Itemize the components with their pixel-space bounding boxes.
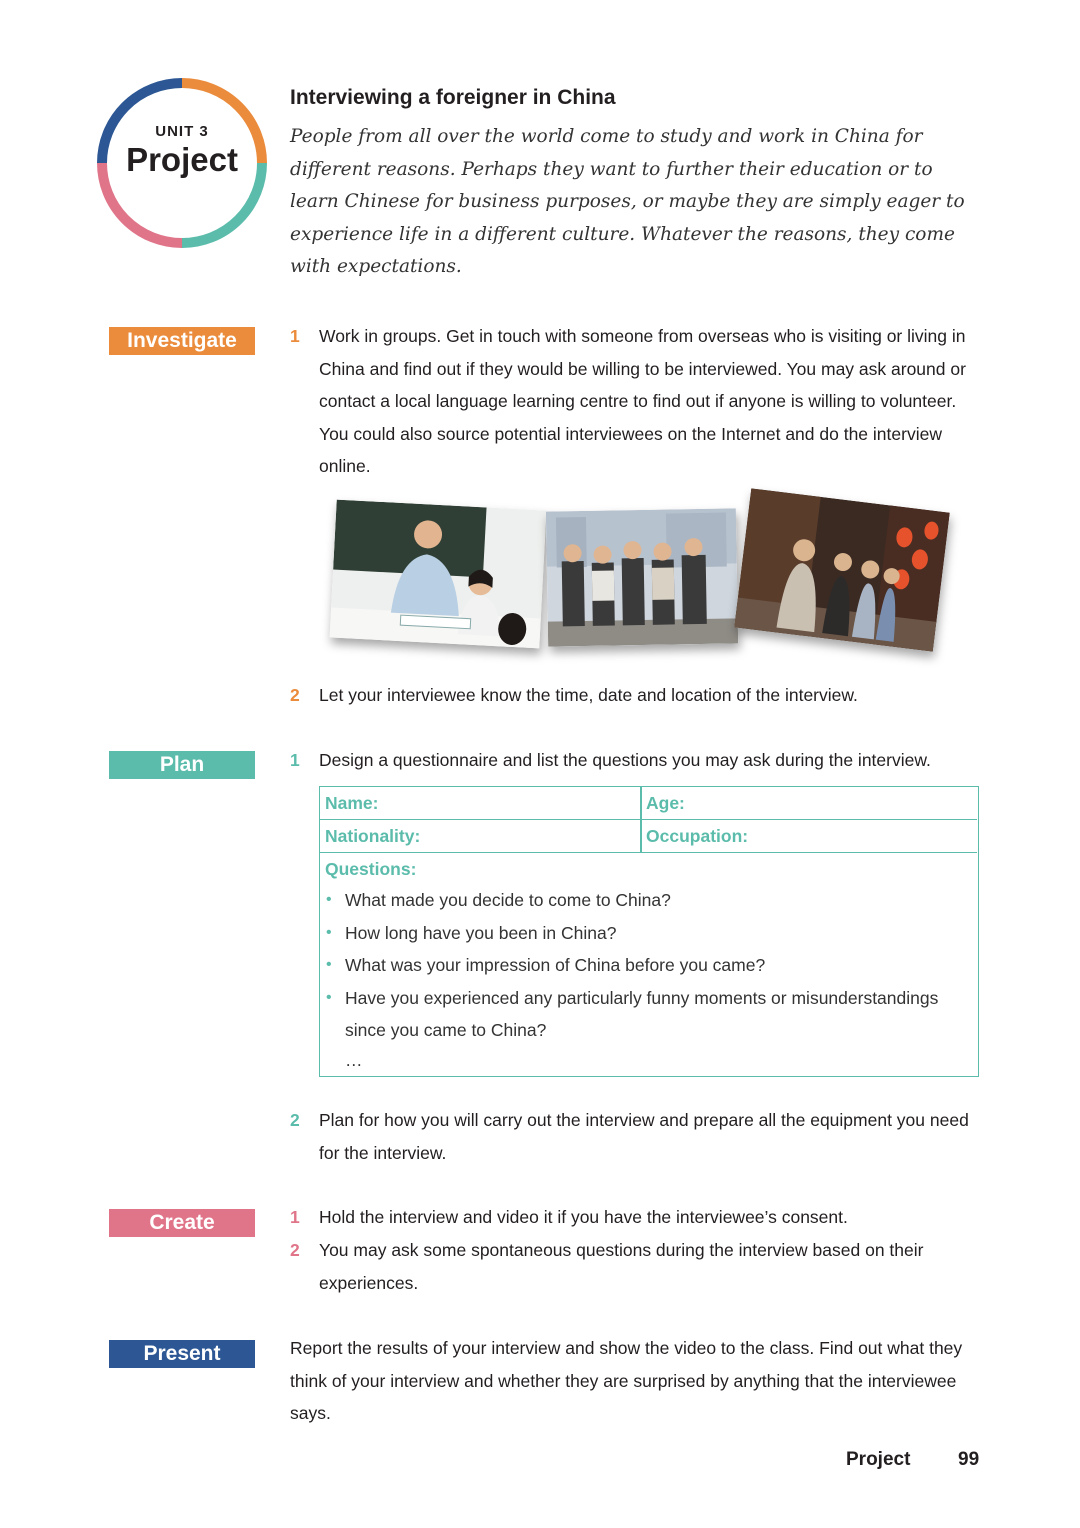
- questionnaire-row-name-age: [320, 787, 977, 820]
- list-item: [325, 917, 965, 950]
- step-number: 1: [290, 326, 300, 346]
- column-divider: [640, 787, 642, 853]
- step-number: 2: [290, 1240, 300, 1260]
- step-text: Let your interviewee know the time, date and location of the interview.: [319, 685, 858, 705]
- question-text: What was your impression of China before you came?: [345, 955, 766, 975]
- create-step-1: [290, 1201, 982, 1234]
- ellipsis: …: [345, 1049, 363, 1070]
- plan-tag: Plan: [109, 751, 255, 779]
- step-number: 2: [290, 685, 300, 705]
- intro-paragraph: People from all over the world come to study and work in China for different reasons. Perhaps they want to further their education or to learn Chinese for business purposes, or maybe they are simply eager to experience life in a different culture. Whatever the reasons, they come with expectations.: [290, 126, 965, 277]
- occupation-label: Occupation:: [646, 826, 749, 846]
- questions-heading: Questions:: [325, 859, 417, 879]
- step-number: 1: [290, 750, 300, 770]
- step-number: 1: [290, 1207, 300, 1227]
- step-text: You may ask some spontaneous questions during the interview based on their experiences.: [319, 1240, 924, 1293]
- questionnaire-table: [319, 786, 979, 1077]
- step-text: Hold the interview and video it if you have the interviewee’s consent.: [319, 1207, 848, 1227]
- footer-label: Project: [846, 1449, 911, 1470]
- investigate-tag: Investigate: [109, 327, 255, 355]
- step-text: Plan for how you will carry out the interview and prepare all the equipment you need for the interview.: [319, 1110, 969, 1163]
- unit-badge: [94, 75, 270, 251]
- bullet-icon: •: [326, 956, 332, 973]
- questions-list: [325, 884, 965, 1073]
- nationality-label: Nationality:: [325, 826, 421, 846]
- investigate-step-2: [290, 679, 982, 712]
- step-text: Design a questionnaire and list the questions you may ask during the interview.: [319, 750, 931, 770]
- unit-label: UNIT 3: [155, 123, 209, 140]
- plan-step-2: [290, 1104, 982, 1169]
- name-label: Name:: [325, 793, 379, 813]
- present-paragraph: [290, 1332, 982, 1430]
- question-text: How long have you been in China?: [345, 922, 617, 943]
- question-text: What made you decide to come to China?: [345, 890, 671, 910]
- step-text: Work in groups. Get in touch with someone from overseas who is visiting or living in China and find out if they would be willing to be interviewed. You may ask around or contact a local language learning centre to find out if anyone is willing to volunteer. You could also source potential interviewees on the Internet and do the interview online.: [319, 326, 966, 476]
- page-number: 99: [958, 1449, 980, 1470]
- list-item: [325, 949, 965, 982]
- question-text: Have you experienced any particularly funny moments or misunderstandings since you came to China?: [345, 987, 939, 1040]
- present-text: Report the results of your interview and show the video to the class. Find out what they think of your interview and whether they are surprised by anything that the interviewee says.: [290, 1338, 963, 1423]
- photo-students-group: [546, 508, 738, 646]
- bullet-icon: •: [326, 891, 332, 908]
- questionnaire-row-nationality-occupation: [320, 820, 977, 853]
- list-item: [325, 884, 965, 917]
- unit-title: Project: [126, 141, 238, 178]
- page-title: Interviewing a foreigner in China: [290, 86, 616, 109]
- create-tag: Create: [109, 1209, 255, 1237]
- list-item: [325, 1047, 965, 1073]
- photo-street-market: [734, 488, 950, 651]
- investigate-step-1: [290, 320, 982, 483]
- bullet-icon: •: [326, 988, 332, 1006]
- plan-step-1: [290, 744, 982, 777]
- bullet-icon: •: [326, 923, 332, 941]
- create-step-2: [290, 1234, 982, 1299]
- present-tag: Present: [109, 1340, 255, 1368]
- age-label: Age:: [646, 793, 685, 813]
- list-item: [325, 982, 965, 1047]
- photo-classroom: [330, 500, 547, 649]
- step-number: 2: [290, 1110, 300, 1130]
